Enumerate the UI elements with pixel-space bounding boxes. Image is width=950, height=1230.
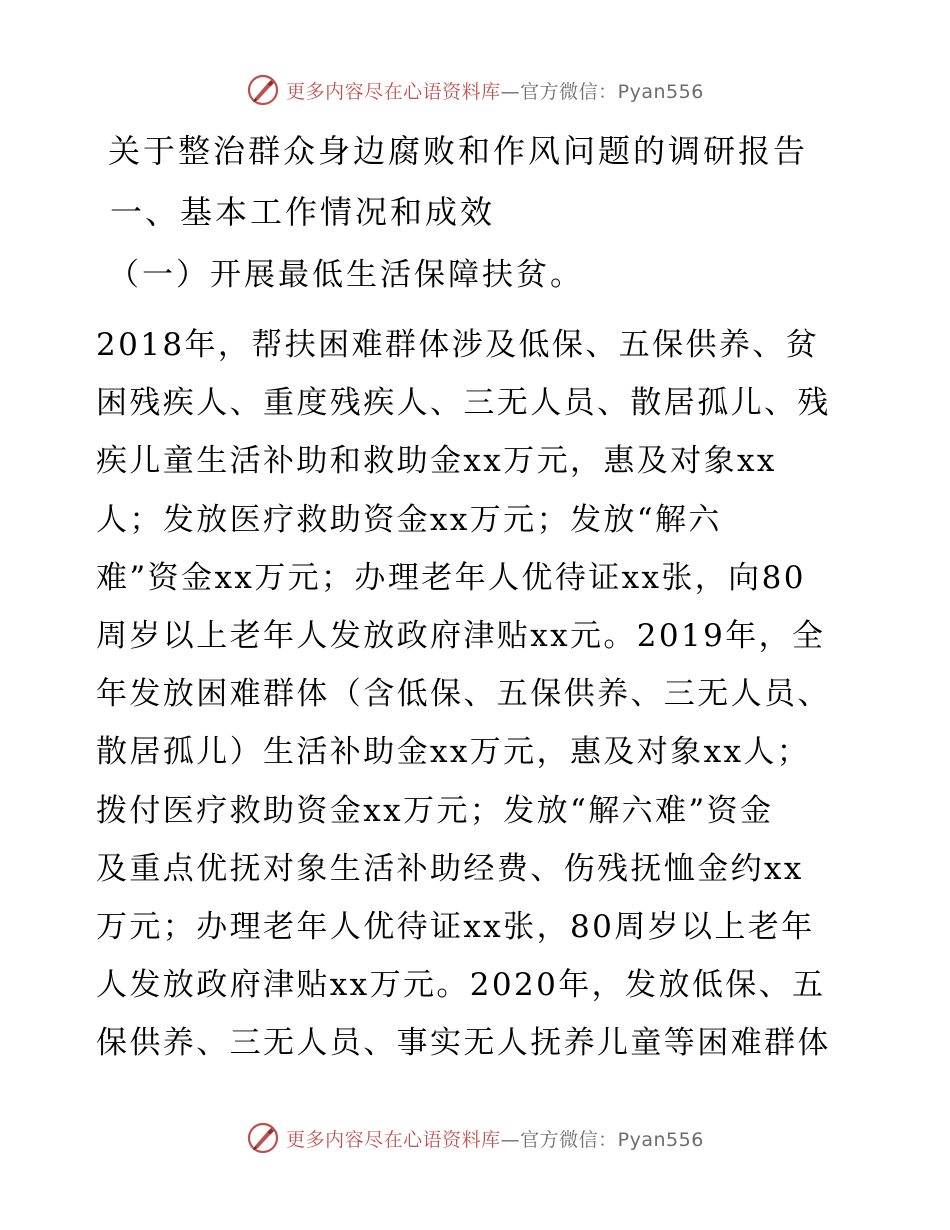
banner-brand-text: 更多内容尽在心语资料库 [286, 80, 501, 103]
paragraph-line: 散居孤儿）生活补助金xx万元，惠及对象xx人； [96, 734, 811, 771]
pen-logo-icon [246, 1121, 280, 1155]
banner-caption [286, 77, 704, 104]
pen-logo-icon [246, 73, 280, 107]
banner-brand-text: 更多内容尽在心语资料库 [286, 1128, 501, 1151]
paragraph-line: 万元；办理老年人优待证xx张，80周岁以上老年 [96, 908, 815, 945]
paragraph-line: 及重点优抚对象生活补助经费、伤残抚恤金约xx [96, 850, 804, 887]
paragraph-line: 疾儿童生活补助和救助金xx万元，惠及对象xx [96, 443, 777, 480]
footer-banner [0, 1118, 950, 1158]
document-body [96, 122, 856, 1072]
banner-contact-text: 官方微信：Pyan556 [520, 80, 704, 103]
paragraph-line: 人；发放医疗救助资金xx万元；发放“解六 [96, 501, 722, 538]
paragraph-line: 周岁以上老年人发放政府津贴xx元。2019年，全 [96, 617, 826, 654]
paragraph-line: 拨付医疗救助资金xx万元；发放“解六难”资金 [96, 792, 774, 829]
paragraph-line: 保供养、三无人员、事实无人抚养儿童等困难群体 [96, 1025, 831, 1062]
body-paragraph [96, 316, 856, 1072]
paragraph-line: 人发放政府津贴xx万元。2020年，发放低保、五 [96, 967, 826, 1004]
paragraph-line: 困残疾人、重度残疾人、三无人员、散居孤儿、残 [96, 385, 831, 422]
paragraph-line: 年发放困难群体（含低保、五保供养、三无人员、 [96, 676, 831, 713]
document-title: 关于整治群众身边腐败和作风问题的调研报告 [108, 132, 809, 170]
banner-separator: — [500, 1128, 521, 1151]
section-heading: 一、基本工作情况和成效 [110, 193, 496, 231]
banner-caption [286, 1125, 704, 1152]
paragraph-line: 2018年，帮扶困难群体涉及低保、五保供养、贫 [96, 327, 820, 363]
paragraph-line: 难”资金xx万元；办理老年人优待证xx张，向80 [96, 559, 806, 596]
header-banner [0, 70, 950, 110]
banner-contact-text: 官方微信：Pyan556 [520, 1128, 704, 1151]
banner-separator: — [500, 80, 521, 103]
subsection-heading: （一）开展最低生活保障扶贫。 [108, 257, 584, 293]
